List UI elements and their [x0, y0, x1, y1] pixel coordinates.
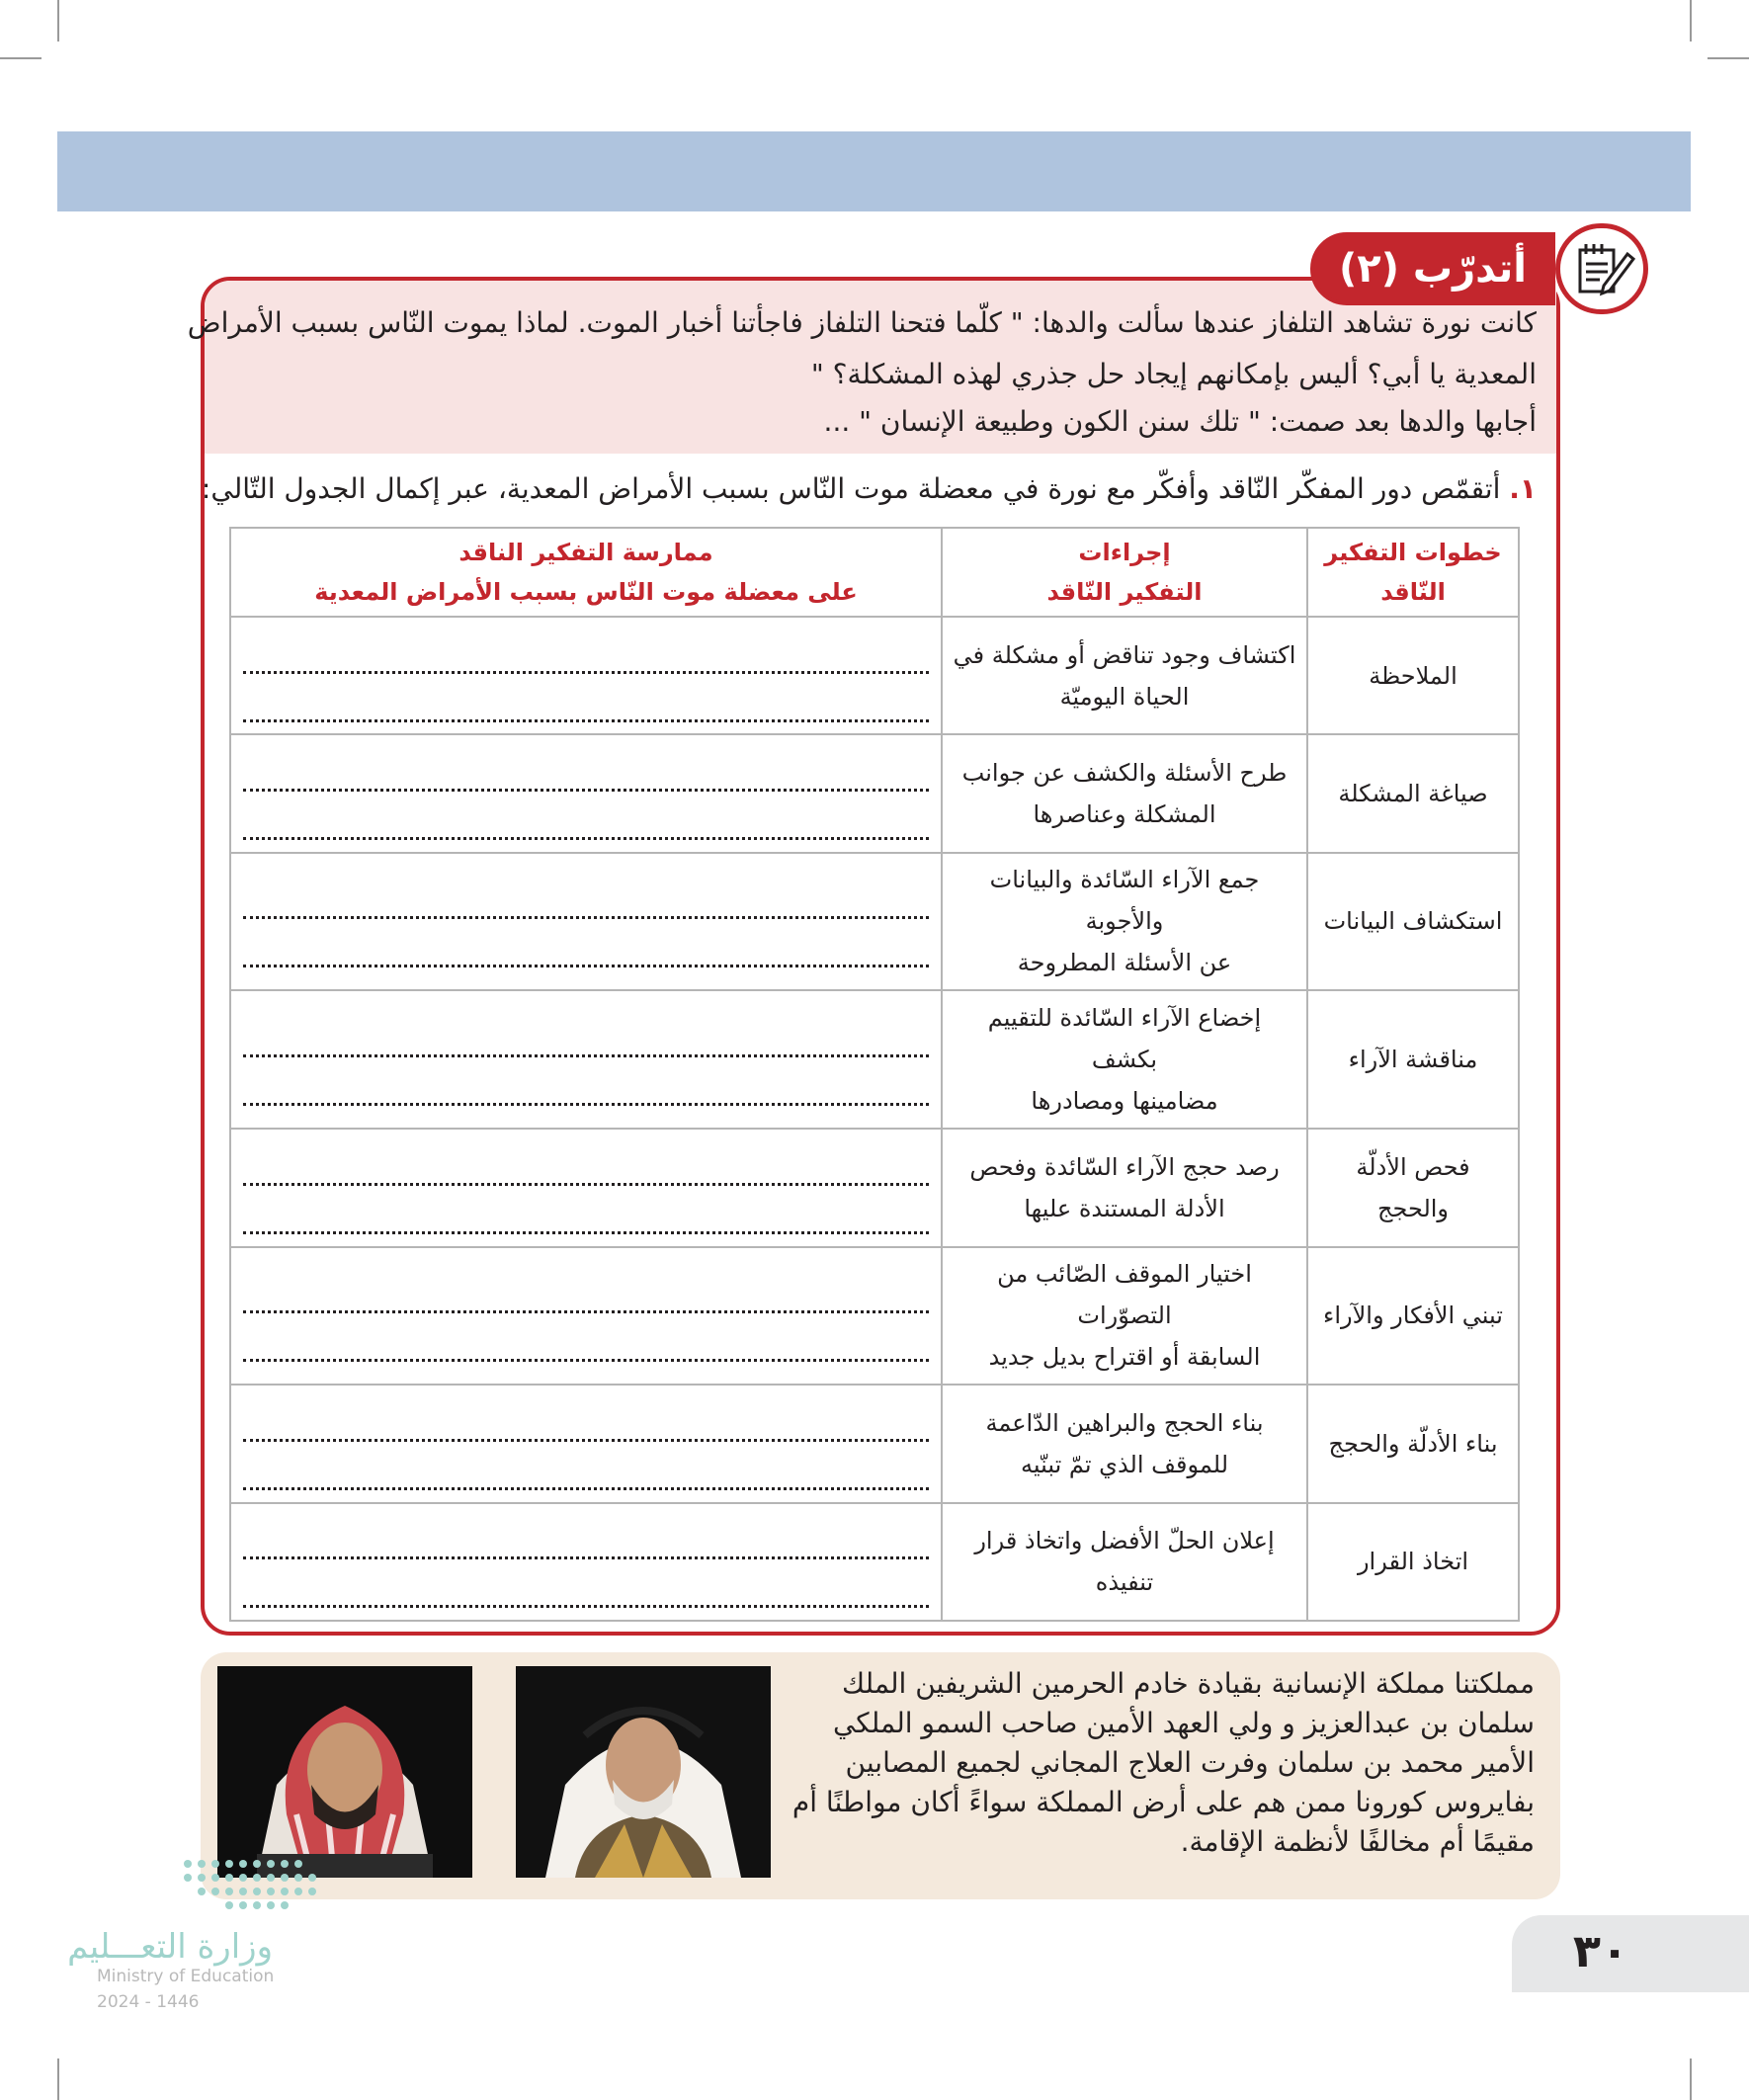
procedure-text: عن الأسئلة المطروحة	[1017, 949, 1232, 977]
answer-line[interactable]	[243, 1515, 929, 1559]
edition-year: 2024 - 1446	[97, 1992, 200, 2012]
answer-cell[interactable]	[230, 734, 942, 852]
answer-cell[interactable]	[230, 1129, 942, 1246]
step-label: تبني الأفكار والآراء	[1323, 1302, 1503, 1330]
answer-line[interactable]	[243, 747, 929, 792]
procedure-text: السابقة أو اقتراح بديل جديد	[988, 1343, 1261, 1372]
question-number: ١.	[1509, 472, 1537, 505]
info-line: بفايروس كورونا ممن هم على أرض المملكة سواءً أكان مواطنًا أم	[791, 1786, 1535, 1818]
answer-cell[interactable]	[230, 853, 942, 991]
step-label: والحجج	[1376, 1194, 1450, 1222]
question	[201, 472, 1537, 505]
step-cell	[1307, 853, 1519, 991]
table-row	[230, 853, 1519, 991]
ministry-name-ar: وزارة التعـــليم	[67, 1927, 273, 1967]
step-cell	[1307, 617, 1519, 734]
header-line: إجراءات	[1078, 539, 1171, 566]
procedure-text: بناء الحجج والبراهين الدّاعمة	[985, 1409, 1264, 1438]
procedure-text: رصد حجج الآراء السّائدة وفحص	[969, 1152, 1280, 1181]
info-line: مملكتنا مملكة الإنسانية بقيادة خادم الحرمين الشريفين الملك	[841, 1667, 1535, 1700]
step-cell	[1307, 990, 1519, 1129]
step-cell	[1307, 1129, 1519, 1246]
step-cell	[1307, 1247, 1519, 1386]
exercise-title: أتدرّب (٢)	[1310, 232, 1555, 305]
header-steps	[1307, 528, 1519, 617]
table-row	[230, 1503, 1519, 1621]
crop-mark	[1690, 2058, 1692, 2100]
table-row	[230, 617, 1519, 734]
procedure-text: المشكلة وعناصرها	[1033, 799, 1216, 828]
answer-line[interactable]	[243, 1061, 929, 1106]
procedure-text: اختيار الموقف الصّائب من التصوّرات	[997, 1260, 1252, 1330]
procedure-text: للموقف الذي تمّ تبنّيه	[1020, 1451, 1229, 1479]
table-row	[230, 734, 1519, 852]
procedure-cell	[942, 734, 1307, 852]
ministry-logo-icon	[178, 1854, 356, 1917]
header-band	[57, 131, 1691, 211]
answer-line[interactable]	[243, 923, 929, 967]
step-label: فحص الأدلّة	[1356, 1152, 1470, 1181]
procedure-text: تنفيذه	[1095, 1568, 1154, 1597]
crop-mark	[1690, 0, 1692, 42]
ministry-name-en: Ministry of Education	[97, 1967, 275, 1986]
info-line: الأمير محمد بن سلمان وفرت العلاج المجاني لجميع المصابين	[845, 1746, 1535, 1779]
answer-line[interactable]	[243, 1141, 929, 1186]
header-line: على معضلة موت النّاس بسبب الأمراض المعدية	[314, 578, 858, 606]
procedure-text: إعلان الحلّ الأفضل واتخاذ قرار	[974, 1527, 1275, 1555]
answer-line[interactable]	[243, 1446, 929, 1490]
exercise-badge	[1555, 223, 1648, 314]
procedure-text: طرح الأسئلة والكشف عن جوانب	[961, 758, 1288, 787]
answer-line[interactable]	[243, 1563, 929, 1608]
portrait-king	[516, 1666, 771, 1878]
answer-line[interactable]	[243, 875, 929, 919]
step-label: مناقشة الآراء	[1348, 1046, 1478, 1074]
procedure-text: مضامينها ومصادرها	[1031, 1087, 1218, 1116]
procedure-cell	[942, 1247, 1307, 1386]
answer-cell[interactable]	[230, 990, 942, 1129]
header-procedures	[942, 528, 1307, 617]
answer-line[interactable]	[243, 678, 929, 722]
info-line: مقيمًا أم مخالفًا لأنظمة الإقامة.	[1180, 1825, 1535, 1858]
header-line: النّاقد	[1380, 578, 1446, 606]
step-label: بناء الأدلّة والحجج	[1328, 1430, 1498, 1459]
procedure-text: إخضاع الآراء السّائدة للتقييم بكشف	[987, 1004, 1262, 1074]
table-row	[230, 1385, 1519, 1502]
page-number: ٣٠	[1572, 1924, 1629, 1977]
step-label: الملاحظة	[1369, 661, 1458, 690]
answer-line[interactable]	[243, 796, 929, 840]
answer-cell[interactable]	[230, 1247, 942, 1386]
crop-mark	[57, 0, 59, 42]
portrait-crown-prince	[217, 1666, 472, 1878]
crop-mark	[1707, 57, 1749, 59]
answer-line[interactable]	[243, 1397, 929, 1442]
answer-cell[interactable]	[230, 617, 942, 734]
procedure-cell	[942, 853, 1307, 991]
pencil-notepad-icon	[1574, 240, 1635, 301]
story-line: المعدية يا أبي؟ أليس بإمكانهم إيجاد حل جذري لهذه المشكلة؟ "	[810, 358, 1537, 390]
step-label: استكشاف البيانات	[1323, 907, 1503, 936]
procedure-cell	[942, 990, 1307, 1129]
procedure-text: الأدلة المستندة عليها	[1024, 1194, 1225, 1222]
crop-mark	[0, 57, 42, 59]
table-row	[230, 990, 1519, 1129]
answer-cell[interactable]	[230, 1503, 942, 1621]
table-row	[230, 1247, 1519, 1386]
step-cell	[1307, 734, 1519, 852]
answer-line[interactable]	[243, 1269, 929, 1313]
header-line: خطوات التفكير	[1324, 539, 1502, 566]
info-text	[784, 1664, 1535, 1862]
critical-thinking-table	[229, 527, 1520, 1622]
procedure-cell	[942, 1503, 1307, 1621]
answer-cell[interactable]	[230, 1385, 942, 1502]
step-label: اتخاذ القرار	[1357, 1548, 1469, 1576]
answer-line[interactable]	[243, 1190, 929, 1234]
answer-line[interactable]	[243, 630, 929, 674]
crop-mark	[57, 2058, 59, 2100]
header-line: التفكير النّاقد	[1046, 578, 1203, 606]
answer-line[interactable]	[243, 1317, 929, 1362]
procedure-cell	[942, 1385, 1307, 1502]
procedure-text: جمع الآراء السّائدة والبيانات والأجوبة	[989, 866, 1260, 936]
info-line: سلمان بن عبدالعزيز و ولي العهد الأمين صاحب السمو الملكي	[832, 1707, 1535, 1739]
story-line: كانت نورة تشاهد التلفاز عندها سألت والدها: " كلّما فتحنا التلفاز فاجأتنا أخبار الموت. لماذا يموت النّاس بسبب الأمراض	[187, 306, 1537, 339]
table-row	[230, 1129, 1519, 1246]
step-cell	[1307, 1385, 1519, 1502]
table-header-row	[230, 528, 1519, 617]
question-text: أتقمّص دور المفكّر النّاقد وأفكّر مع نورة في معضلة موت النّاس بسبب الأمراض المعدية، عبر إكمال الجدول التّالي:	[201, 472, 1501, 505]
procedure-text: اكتشاف وجود تناقض أو مشكلة في	[953, 640, 1296, 669]
procedure-text: الحياة اليوميّة	[1059, 682, 1190, 711]
story-line: أجابها والدها بعد صمت: " تلك سنن الكون وطبيعة الإنسان " ...	[823, 405, 1537, 438]
header-practice	[230, 528, 942, 617]
procedure-cell	[942, 1129, 1307, 1246]
header-line: ممارسة التفكير الناقد	[458, 539, 713, 566]
answer-line[interactable]	[243, 1013, 929, 1057]
procedure-cell	[942, 617, 1307, 734]
step-label: صياغة المشكلة	[1338, 779, 1488, 807]
step-cell	[1307, 1503, 1519, 1621]
